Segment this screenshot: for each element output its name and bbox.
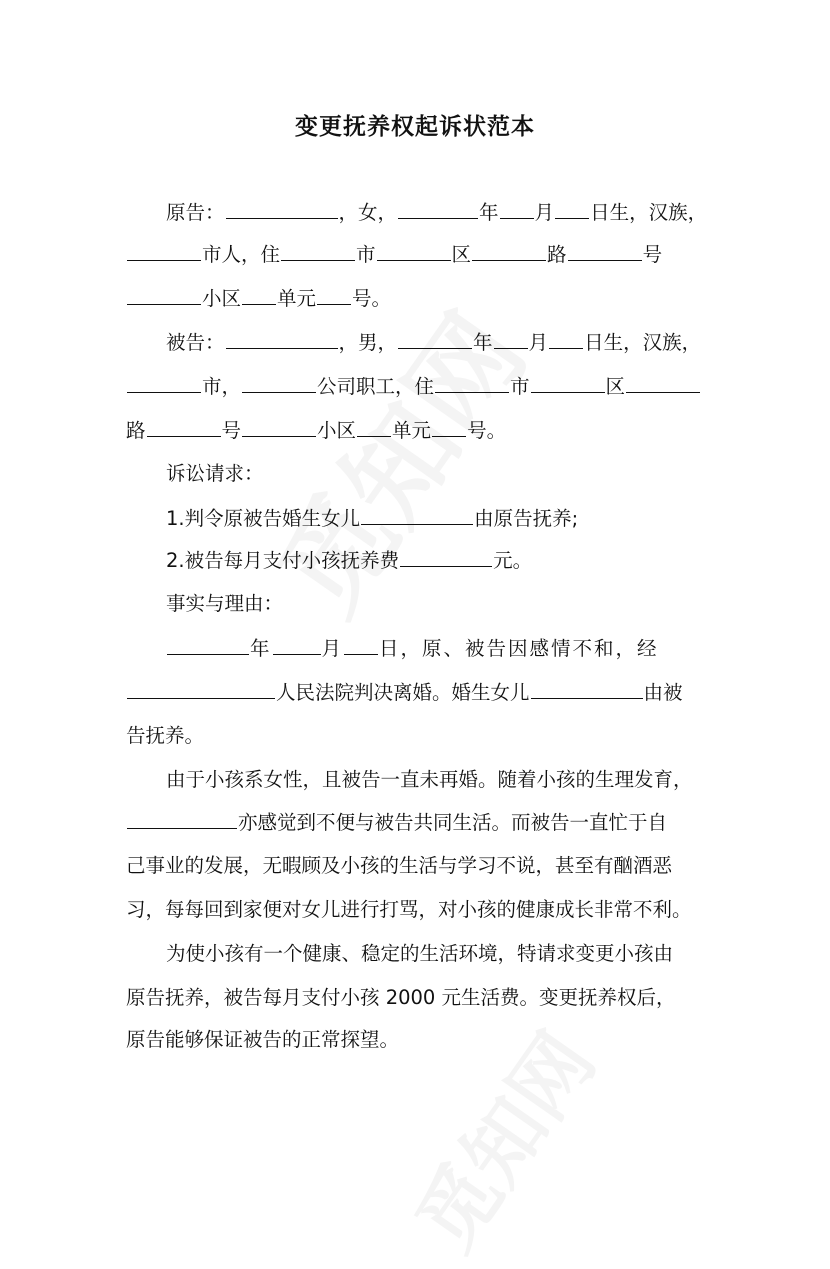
document-title: 变更抚养权起诉状范本 — [295, 114, 535, 140]
facts-p1-line-1: 年 月 日，原、被告因感情不和，经 — [166, 634, 659, 663]
facts-p3-line-2: 原告抚养，被告每月支付小孩 2000 元生活费。变更抚养权后， — [126, 986, 676, 1009]
claim-item-1: 1.判令原被告婚生女儿 由原告抚养; — [166, 504, 578, 533]
facts-heading: 事实与理由： — [166, 592, 284, 615]
plaintiff-line-3: 小区 单元 号。 — [126, 284, 391, 313]
facts-p3-line-3: 原告能够保证被告的正常探望。 — [126, 1028, 400, 1051]
facts-p3-line-1: 为使小孩有一个健康、稳定的生活环境，特请求变更小孩由 — [166, 942, 674, 965]
plaintiff-line-2: 市人，住 市 区 路 号 — [126, 240, 662, 269]
facts-p1-line-3: 告抚养。 — [126, 724, 205, 747]
facts-p1-line-2: 人民法院判决离婚。婚生女儿 由被 — [126, 678, 683, 707]
facts-p2-line-4: 习，每每回到家便对女儿进行打骂，对小孩的健康成长非常不利。 — [126, 898, 692, 921]
claims-heading: 诉讼请求： — [166, 462, 264, 485]
plaintiff-line-1: 原告： ，女， 年 月 日生，汉族， — [166, 198, 707, 227]
defendant-line-1: 被告： ，男， 年 月 日生，汉族， — [166, 328, 701, 357]
watermark — [384, 1006, 616, 1269]
claim-item-2: 2.被告每月支付小孩抚养费 元。 — [166, 546, 532, 575]
defendant-line-3: 路 号 小区 单元 号。 — [126, 416, 506, 445]
facts-p2-line-1: 由于小孩系女性，且被告一直未再婚。随着小孩的生理发育， — [166, 768, 693, 791]
facts-p2-line-3: 己事业的发展，无暇顾及小孩的生活与学习不说，甚至有酗酒恶 — [126, 854, 673, 877]
defendant-line-2: 市， 公司职工，住 市 区 — [126, 372, 701, 401]
facts-p2-line-2: 亦感觉到不便与被告共同生活。而被告一直忙于自 — [126, 808, 667, 837]
